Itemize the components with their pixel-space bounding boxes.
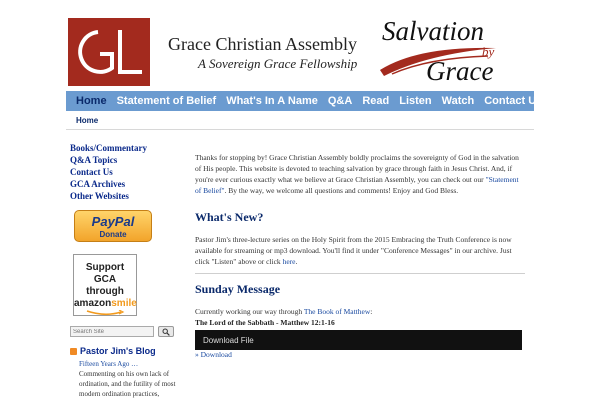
book-of-matthew-link[interactable]: The Book of Matthew bbox=[303, 307, 371, 316]
section-divider bbox=[195, 273, 525, 274]
amazon-smile-banner[interactable] bbox=[73, 254, 137, 316]
search-input[interactable] bbox=[70, 326, 154, 337]
amazon-through-text: through bbox=[86, 286, 124, 297]
paypal-donate-button[interactable] bbox=[74, 210, 152, 242]
sbg-by-text: by bbox=[482, 44, 495, 59]
download-link[interactable]: » Download bbox=[195, 350, 232, 359]
blog-heading[interactable] bbox=[70, 346, 156, 356]
sidebar-item-books[interactable]: Books/Commentary bbox=[70, 143, 147, 153]
amazon-support-text: Support GCA bbox=[85, 262, 125, 285]
nav-read[interactable]: Read bbox=[362, 95, 390, 107]
amazon-smile-logo bbox=[74, 298, 136, 310]
whats-new-heading: What's New? bbox=[195, 210, 264, 224]
gca-logo-icon[interactable] bbox=[68, 18, 150, 86]
site-title: Grace Christian Assembly bbox=[168, 34, 357, 54]
amazon-smile-arrow-icon bbox=[85, 310, 125, 316]
whats-new-text-b: . bbox=[295, 257, 298, 266]
nav-listen[interactable]: Listen bbox=[399, 95, 432, 107]
main-nav bbox=[66, 91, 543, 111]
breadcrumb[interactable]: Home bbox=[76, 116, 99, 125]
here-link[interactable]: here bbox=[282, 257, 296, 266]
audio-player[interactable] bbox=[195, 330, 522, 350]
smile-logo-word: smile bbox=[111, 298, 137, 309]
search-button[interactable] bbox=[158, 326, 174, 337]
sunday-message-heading: Sunday Message bbox=[195, 282, 281, 296]
sidebar-item-other-websites[interactable]: Other Websites bbox=[70, 191, 129, 201]
sunday-text-a: Currently working our way through bbox=[195, 307, 304, 316]
nav-watch[interactable]: Watch bbox=[441, 95, 475, 107]
nav-statement-of-belief[interactable]: Statement of Belief bbox=[116, 95, 217, 107]
site-search bbox=[70, 326, 174, 337]
search-icon bbox=[162, 328, 170, 336]
intro-text-b: . By the way, we welcome all questions and comments! Enjoy and God Bless. bbox=[224, 186, 459, 195]
sunday-paragraph bbox=[195, 306, 525, 317]
blog-heading-text: Pastor Jim's Blog bbox=[80, 346, 156, 356]
nav-home[interactable]: Home bbox=[76, 95, 107, 107]
sbg-grace-text: Grace bbox=[426, 56, 494, 86]
whats-new-text-a: Pastor Jim's three-lecture series on the Holy Spirit from the 2015 Embracing the Truth Conference is now available for streaming or mp3 download. You'll find it under "Conference Messages" in our archive. Just click "Listen" above or click bbox=[195, 235, 512, 266]
sbg-salvation-text: Salvation bbox=[382, 16, 484, 46]
blog-post-excerpt: Commenting on his own lack of ordination, and the futility of most modern ordination practices, bbox=[79, 370, 176, 398]
nav-whats-in-a-name[interactable]: What's In A Name bbox=[226, 95, 318, 107]
whats-new-paragraph bbox=[195, 234, 525, 267]
nav-qa[interactable]: Q&A bbox=[327, 95, 353, 107]
donate-label: Donate bbox=[99, 230, 127, 239]
main-content bbox=[195, 152, 525, 360]
site-tagline: A Sovereign Grace Fellowship bbox=[198, 56, 358, 71]
message-title: The Lord of the Sabbath - Matthew 12:1-16 bbox=[195, 318, 335, 327]
intro-text-a: Thanks for stopping by! Grace Christian Assembly boldly proclaims the sovereignty of God in the salvation of His people. This website is devoted to teaching salvation by grace through faith in Jesus Christ. And, if you're ever curious exactly what we believe at Grace Christian Assembly, you can check out our bbox=[195, 153, 519, 184]
sidebar-item-contact-us[interactable]: Contact Us bbox=[70, 167, 113, 177]
paypal-logo: PayPal bbox=[91, 214, 135, 229]
blog-post-title[interactable]: Fifteen Years Ago … bbox=[79, 360, 139, 368]
nav-contact-us[interactable]: Contact Us bbox=[484, 95, 543, 107]
player-download-label[interactable]: Download File bbox=[203, 336, 254, 345]
sidebar-item-gca-archives[interactable]: GCA Archives bbox=[70, 179, 126, 189]
sunday-text-b: : bbox=[370, 307, 373, 316]
sidebar bbox=[70, 142, 180, 398]
breadcrumb-divider bbox=[66, 129, 534, 130]
rss-icon bbox=[70, 348, 77, 355]
statement-of-belief-link[interactable]: "Statement of Belief" bbox=[195, 175, 519, 195]
sidebar-item-qa-topics[interactable]: Q&A Topics bbox=[70, 155, 118, 165]
salvation-by-grace-logo bbox=[378, 16, 534, 88]
amazon-logo-word: amazon bbox=[74, 298, 112, 309]
site-header bbox=[66, 16, 534, 88]
intro-paragraph bbox=[195, 152, 525, 196]
